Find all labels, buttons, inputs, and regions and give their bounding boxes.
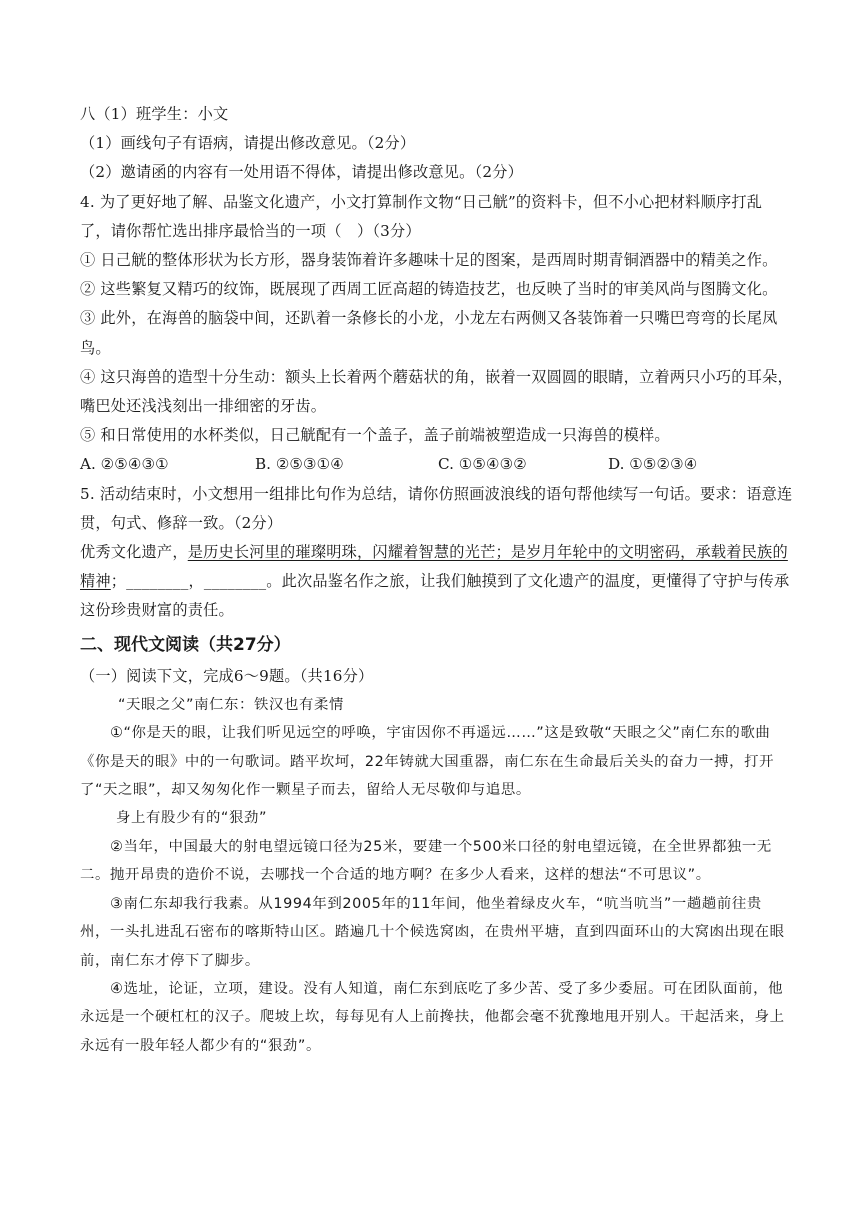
- wavy-underlined-text-cont: 精神: [80, 572, 111, 591]
- question-5-stem: 5. 活动结束时，小文想用一组排比句作为总结，请你仿照画波浪线的语句帮他续写一句话。要求：语意连: [80, 484, 793, 503]
- sentence-5: ⑤ 和日常使用的水杯类似，日己觥配有一个盖子，盖子前端被塑造成一只海兽的模样。: [80, 426, 670, 445]
- sentence-3: ③ 此外，在海兽的脑袋中间，还趴着一条修长的小龙，小龙左右两侧又各装饰着一只嘴巴弯弯的长尾凤: [80, 309, 778, 328]
- sentence-4: ④ 这只海兽的造型十分生动：额头上长着两个蘑菇状的角，嵌着一双圆圆的眼睛，立着两只小巧的耳朵，: [80, 367, 793, 386]
- sentence-2: ② 这些繁复又精巧的纹饰，既展现了西周工匠高超的铸造技艺，也反映了当时的审美风尚与图腾文化。: [80, 280, 778, 299]
- question-5-text-end: 这份珍贵财富的责任。: [80, 601, 234, 620]
- sentence-4-cont: 嘴巴处还浅浅刻出一排细密的牙齿。: [80, 397, 327, 416]
- question-5-text-cont: [80, 567, 790, 596]
- question-4-stem-cont: 了，请你帮忙选出排序最恰当的一项（ ）（3分）: [80, 221, 421, 240]
- option-c: C. ①⑤④③②: [438, 455, 527, 474]
- paragraph-2: ②当年，中国最大的射电望远镜口径为25米，要建一个500米口径的射电望远镜，在全世界都独一无二。抛开昂贵的造价不说，去哪找一个合适的地方啊？在多少人看来，这样的想法“不可思议”。: [80, 838, 772, 884]
- option-d: D. ①⑤②③④: [608, 455, 698, 474]
- paragraph-4: ④选址，论证，立项，建设。没有人知道，南仁东到底吃了多少苦、受了多少委屈。可在团队面前，他永远是一个硬杠杠的汉子。爬坡上坎，每每见有人上前搀扶，他都会毫不犹豫地甩开别人。干起活来，身上永远有一股年轻人都少有的“狠劲”。: [80, 980, 785, 1054]
- question-4-stem: 4. 为了更好地了解、品鉴文化遗产，小文打算制作文物“日己觥”的资料卡，但不小心把材料顺序打乱: [80, 192, 763, 211]
- question-5-text: [80, 538, 790, 567]
- fill-in-blanks: ；________，________。此次品鉴名作之旅，让我们触摸到了文化遗产的温度，更懂得了守护与传承: [110, 572, 790, 591]
- paragraph-3: ③南仁东却我行我素。从1994年到2005年的11年间，他坐着绿皮火车，“吭当吭当”一趟趟前往贵州，一头扎进乱石密布的喀斯特山区。踏遍几十个候选窝凼，在贵州平塘，直到四面环山的大窝凼出现在眼前，南仁东才停下了脚步。: [80, 895, 785, 969]
- question-3-2: （2）邀请函的内容有一处用语不得体，请提出修改意见。（2分）: [80, 163, 523, 182]
- question-3-1: （1）画线句子有语病，请提出修改意见。（2分）: [80, 134, 416, 153]
- option-b: B. ②⑤③①④: [255, 455, 344, 474]
- sentence-1: ① 日己觥的整体形状为长方形，器身装饰着许多趣味十足的图案，是西周时期青铜酒器中的精美之作。: [80, 251, 778, 270]
- class-line: 八（1）班学生：小文: [80, 105, 229, 123]
- sentence-3-cont: 鸟。: [80, 338, 111, 357]
- article-subheading: 身上有股少有的“狠劲”: [116, 810, 268, 827]
- section-subtitle: （一）阅读下文，完成6～9题。（共16分）: [80, 666, 374, 685]
- answer-options: [80, 450, 790, 479]
- wavy-underlined-text: 是历史长河里的璀璨明珠，闪耀着智慧的光芒；是岁月年轮中的文明密码，承载着民族的: [187, 543, 788, 562]
- section-title: 二、现代文阅读（共27分）: [80, 634, 291, 655]
- paragraph-1: ①“你是天的眼，让我们听见远空的呼唤，宇宙因你不再遥远……”这是致敬“天眼之父”南仁东的歌曲《你是天的眼》中的一句歌词。踏平坎坷，22年铸就大国重器，南仁东在生命最后关头的奋力一搏，打开了“天之眼”，却又匆匆化作一颗星子而去，留给人无尽敬仰与追思。: [80, 725, 775, 799]
- question-5-stem-cont: 贯，句式、修辞一致。（2分）: [80, 513, 283, 532]
- option-a: A. ②⑤④③①: [80, 455, 169, 474]
- article-title: “天眼之父”南仁东：铁汉也有柔情: [118, 696, 344, 713]
- text-plain: 优秀文化遗产，: [80, 543, 188, 562]
